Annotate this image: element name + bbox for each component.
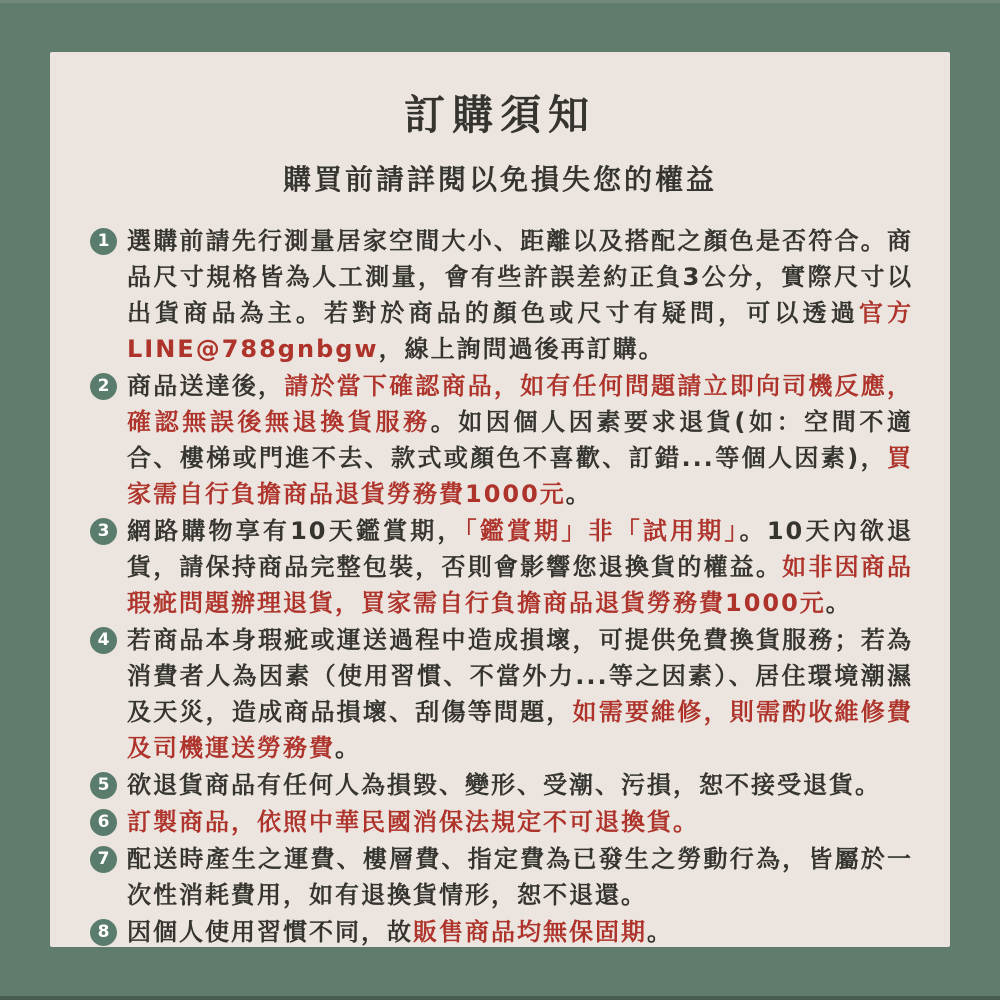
notice-text xyxy=(127,804,913,840)
item-number-badge: 4 xyxy=(90,627,117,654)
body-text: ，線上詢問過後再訂購。 xyxy=(378,335,665,363)
notice-text xyxy=(127,368,913,512)
body-text: 若商品本身瑕疵或運送過程中造成損壞，可提供免費換貨服務；若為消費者人為因素（使用習慣、不當外力...等之因素）、居住環境潮濕及天災，造成商品損壞、刮傷等問題， xyxy=(127,626,913,726)
notice-text xyxy=(127,513,913,621)
page-subtitle: 購買前請詳閱以免損失您的權益 xyxy=(282,163,717,196)
notice-item xyxy=(90,767,950,803)
notice-card xyxy=(50,52,950,947)
body-text: 商品送達後， xyxy=(127,372,285,400)
notice-item xyxy=(90,622,950,766)
item-number-badge: 3 xyxy=(90,518,117,545)
notice-item xyxy=(90,804,950,840)
body-text: 。10天內欲退貨，請保持商品完整包裝，否則會影響您退換貨的權益。 xyxy=(127,517,913,581)
body-text: 選購前請先行測量居家空間大小、距離以及搭配之顏色是否符合。商品尺寸規格皆為人工測量，會有些許誤差約正負3公分，實際尺寸以出貨商品為主。若對於商品的顏色或尺寸有疑問，可以透過 xyxy=(127,227,913,327)
emphasis-text: 請於當下確認商品，如有任何問題請立即向司機反應，確認無誤後無退換貨服務 xyxy=(127,372,914,436)
emphasis-text: 訂製商品，依照中華民國消保法規定不可退換貨。 xyxy=(127,808,699,836)
notice-list xyxy=(90,223,950,950)
body-text: 。如因個人因素要求退貨(如：空間不適合、樓梯或門進不去、款式或顏色不喜歡、訂錯...等個人因素)， xyxy=(127,408,914,472)
body-text: 網路購物享有10天鑑賞期， xyxy=(127,517,465,545)
emphasis-text: 如非因商品瑕疵問題辦理退貨，買家需自行負擔商品退貨勞務費1000元 xyxy=(127,553,913,617)
notice-item xyxy=(90,513,950,621)
notice-text xyxy=(127,767,913,803)
item-number-badge: 6 xyxy=(90,809,117,836)
body-text: 。 xyxy=(825,589,852,617)
body-text: 配送時產生之運費、樓層費、指定費為已發生之勞動行為，皆屬於一次性消耗費用，如有退換貨情形，恕不退還。 xyxy=(127,845,913,909)
emphasis-text: 如需要維修，則需酌收維修費及司機運送勞務費 xyxy=(127,698,914,762)
body-text: 。 xyxy=(647,918,673,946)
notice-item xyxy=(90,914,950,950)
notice-text xyxy=(127,841,913,913)
emphasis-text: 販售商品均無保固期 xyxy=(413,918,647,946)
notice-text xyxy=(127,914,913,950)
emphasis-text: 官方LINE@788gnbgw xyxy=(127,299,914,363)
body-text: 因個人使用習慣不同，故 xyxy=(127,918,413,946)
notice-item xyxy=(90,841,950,913)
item-number-badge: 2 xyxy=(90,373,117,400)
notice-text xyxy=(127,223,913,367)
notice-item xyxy=(90,368,950,512)
page-title: 訂購須知 xyxy=(404,91,596,139)
item-number-badge: 5 xyxy=(90,772,117,799)
item-number-badge: 1 xyxy=(90,228,117,255)
body-text: 。 xyxy=(565,480,592,508)
emphasis-text: 「鑑賞期」非「試用期」 xyxy=(464,517,740,545)
emphasis-text: 買家需自行負擔商品退貨勞務費1000元 xyxy=(127,444,913,508)
notice-text xyxy=(127,622,913,766)
item-number-badge: 8 xyxy=(90,919,117,946)
body-text: 。 xyxy=(335,734,361,762)
notice-item xyxy=(90,223,950,367)
item-number-badge: 7 xyxy=(90,846,117,873)
body-text: 欲退貨商品有任何人為損毀、變形、受潮、污損，恕不接受退貨。 xyxy=(127,771,881,799)
